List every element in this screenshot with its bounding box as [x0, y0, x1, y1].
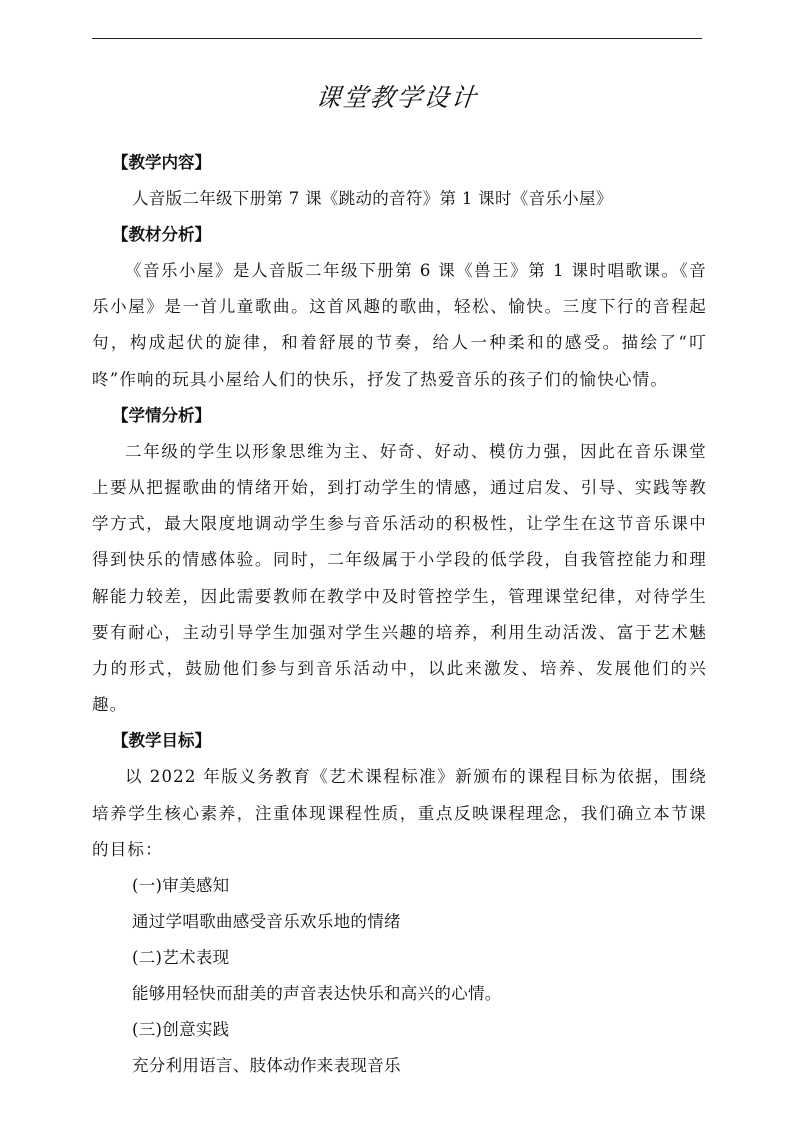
- goal-label: (一)审美感知: [132, 876, 230, 896]
- goal-label: (二)艺术表现: [132, 948, 230, 968]
- material-analysis-text: 《音乐小屋》是人音版二年级下册第 6 课《兽王》第 1 课时唱歌课。《音乐小屋》是一首儿童歌曲。这首风趣的歌曲，轻松、愉快。三度下行的音程起句，构成起伏的旋律，和着舒展的节奏，给人一种柔和的感受。描绘了“叮咚”作响的玩具小屋给人们的快乐，抒发了热爱音乐的孩子们的愉快心情。: [92, 261, 707, 389]
- header-rule: [92, 38, 702, 39]
- goals-intro-text: 以 2022 年版义务教育《艺术课程标准》新颁布的课程目标为依据，围绕培养学生核心素养，注重体现课程性质，重点反映课程理念，我们确立本节课的目标：: [92, 767, 707, 859]
- goal-text: 通过学唱歌曲感受音乐欢乐地的情绪: [132, 912, 401, 932]
- goal-text: 能够用轻快而甜美的声音表达快乐和高兴的心情。: [132, 984, 502, 1004]
- section-heading-goals: 【教学目标】: [112, 731, 211, 751]
- goal-label: (三)创意实践: [132, 1020, 230, 1040]
- document-body: [92, 145, 707, 1084]
- section-heading-material: 【教材分析】: [112, 225, 211, 244]
- section-heading-students: 【学情分析】: [112, 405, 211, 425]
- student-analysis-text: 二年级的学生以形象思维为主、好奇、好动、模仿力强，因此在音乐课堂上要从把握歌曲的情绪开始，到打动学生的情感，通过启发、引导、实践等教学方式，最大限度地调动学生参与音乐活动的积极性，让学生在这节音乐课中得到快乐的情感体验。同时，二年级属于小学段的低学段，自我管控能力和理解能力较差，因此需要教师在教学中及时管控学生，管理课堂纪律，对待学生要有耐心，主动引导学生加强对学生兴趣的培养，利用生动活泼、富于艺术魅力的形式，鼓励他们参与到音乐活动中，以此来激发、培养、发展他们的兴趣。: [92, 441, 707, 715]
- content-text: 人音版二年级下册第 7 课《跳动的音符》第 1 课时《音乐小屋》: [132, 189, 613, 208]
- document-title: 课堂教学设计: [314, 83, 480, 112]
- goal-text: 充分利用语言、肢体动作来表现音乐: [132, 1056, 401, 1076]
- section-heading-content: 【教学内容】: [112, 153, 211, 172]
